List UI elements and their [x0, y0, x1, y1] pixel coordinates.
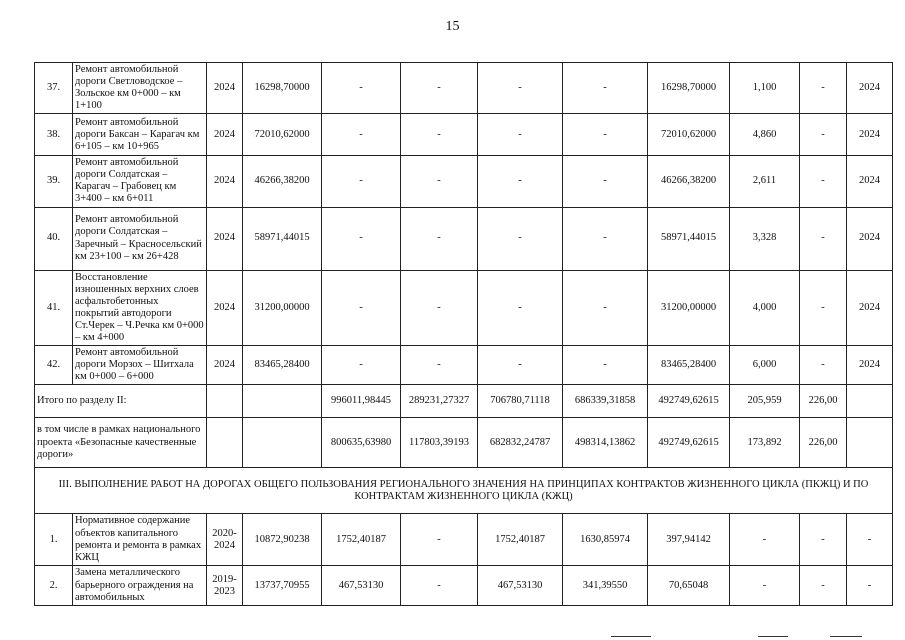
value-cell: 2024 — [847, 270, 893, 345]
row-number: 40. — [35, 207, 73, 270]
total-cost-cell: 72010,62000 — [243, 114, 322, 156]
object-name: Ремонт автомобильной дороги Солдатская – Заречный – Красносельский км 23+100 – км 26+428 — [73, 207, 207, 270]
value-cell: - — [478, 270, 563, 345]
page-number: 15 — [445, 19, 460, 34]
empty-cell — [243, 385, 322, 418]
value-cell: - — [478, 207, 563, 270]
value-cell: - — [563, 156, 648, 207]
value-cell: 492749,62615 — [648, 385, 730, 418]
value-cell: - — [401, 114, 478, 156]
value-cell: - — [401, 514, 478, 566]
national-project-row — [35, 418, 893, 468]
value-cell: - — [800, 345, 847, 384]
value-cell: - — [478, 63, 563, 114]
value-cell: - — [322, 345, 401, 384]
year-cell: 2024 — [207, 156, 243, 207]
total-cost-cell: 13737,70955 — [243, 566, 322, 606]
value-cell: 706780,71118 — [478, 385, 563, 418]
row-number: 2. — [35, 566, 73, 606]
value-cell: - — [800, 63, 847, 114]
value-cell: 46266,38200 — [648, 156, 730, 207]
value-cell: 72010,62000 — [648, 114, 730, 156]
value-cell: - — [800, 207, 847, 270]
object-name: Восстановление изношенных верхних слоев асфальтобетонных покрытий автодороги Ст.Черек – Ч.Речка км 0+000 – км 4+000 — [73, 270, 207, 345]
value-cell: 58971,44015 — [648, 207, 730, 270]
value-cell: 800635,63980 — [322, 418, 401, 468]
value-cell: - — [563, 207, 648, 270]
empty-cell — [243, 418, 322, 468]
value-cell: 1752,40187 — [478, 514, 563, 566]
value-cell: 341,39550 — [563, 566, 648, 606]
value-cell: 686339,31858 — [563, 385, 648, 418]
row-number: 42. — [35, 345, 73, 384]
value-cell: 226,00 — [800, 385, 847, 418]
value-cell: - — [322, 63, 401, 114]
table-row — [35, 345, 893, 384]
value-cell: 4,860 — [730, 114, 800, 156]
national-project-label: в том числе в рамках национального проекта «Безопасные качественные дороги» — [35, 418, 207, 468]
value-cell: - — [322, 270, 401, 345]
row-number: 39. — [35, 156, 73, 207]
value-cell: 2024 — [847, 207, 893, 270]
table-row — [35, 566, 893, 606]
value-cell: - — [800, 514, 847, 566]
table-row — [35, 270, 893, 345]
year-cell: 2024 — [207, 63, 243, 114]
year-cell: 2024 — [207, 207, 243, 270]
value-cell: 2024 — [847, 345, 893, 384]
value-cell: - — [800, 566, 847, 606]
value-cell: 289231,27327 — [401, 385, 478, 418]
object-name: Ремонт автомобильной дороги Морзох – Шитхала км 0+000 – 6+000 — [73, 345, 207, 384]
value-cell: - — [847, 514, 893, 566]
value-cell: 682832,24787 — [478, 418, 563, 468]
value-cell: - — [401, 270, 478, 345]
value-cell: 498314,13862 — [563, 418, 648, 468]
value-cell: 117803,39193 — [401, 418, 478, 468]
footer-rule — [611, 636, 651, 637]
value-cell: 2024 — [847, 63, 893, 114]
object-name: Замена металлического барьерного ограждения на автомобильных — [73, 566, 207, 606]
footer-rule — [830, 636, 862, 637]
value-cell: - — [563, 345, 648, 384]
table-row — [35, 514, 893, 566]
row-number: 37. — [35, 63, 73, 114]
total-label: Итого по разделу II: — [35, 385, 207, 418]
table-row — [35, 114, 893, 156]
value-cell: 492749,62615 — [648, 418, 730, 468]
object-name: Ремонт автомобильной дороги Баксан – Карагач км 6+105 – км 10+965 — [73, 114, 207, 156]
value-cell: - — [401, 345, 478, 384]
value-cell: - — [322, 114, 401, 156]
section-heading-row — [35, 468, 893, 514]
value-cell: - — [322, 156, 401, 207]
table-row — [35, 156, 893, 207]
table-row — [35, 63, 893, 114]
total-cost-cell: 16298,70000 — [243, 63, 322, 114]
value-cell: - — [478, 114, 563, 156]
value-cell: 173,892 — [730, 418, 800, 468]
section-total-row — [35, 385, 893, 418]
table-row — [35, 207, 893, 270]
value-cell: - — [563, 270, 648, 345]
section-heading: III. ВЫПОЛНЕНИЕ РАБОТ НА ДОРОГАХ ОБЩЕГО ПОЛЬЗОВАНИЯ РЕГИОНАЛЬНОГО ЗНАЧЕНИЯ НА ПРИНЦИПАХ КОНТРАКТОВ ЖИЗНЕННОГО ЦИКЛА (ПКЖЦ) И ПО КОНТРАКТАМ ЖИЗНЕННОГО ЦИКЛА (КЖЦ) — [35, 468, 893, 514]
total-cost-cell: 46266,38200 — [243, 156, 322, 207]
value-cell: 4,000 — [730, 270, 800, 345]
value-cell: - — [478, 156, 563, 207]
year-cell: 2024 — [207, 345, 243, 384]
object-name: Ремонт автомобильной дороги Светловодское – Зольское км 0+000 – км 1+100 — [73, 63, 207, 114]
value-cell: - — [401, 566, 478, 606]
row-number: 38. — [35, 114, 73, 156]
row-number: 41. — [35, 270, 73, 345]
value-cell: - — [322, 207, 401, 270]
total-cost-cell: 31200,00000 — [243, 270, 322, 345]
value-cell: - — [730, 514, 800, 566]
value-cell: - — [800, 114, 847, 156]
value-cell: - — [478, 345, 563, 384]
value-cell: 3,328 — [730, 207, 800, 270]
value-cell: 2024 — [847, 156, 893, 207]
value-cell — [847, 418, 893, 468]
value-cell: 397,94142 — [648, 514, 730, 566]
footer-rule — [758, 636, 788, 637]
row-number: 1. — [35, 514, 73, 566]
value-cell: 205,959 — [730, 385, 800, 418]
value-cell: - — [401, 63, 478, 114]
empty-cell — [207, 385, 243, 418]
value-cell: 83465,28400 — [648, 345, 730, 384]
value-cell — [847, 385, 893, 418]
value-cell: - — [800, 270, 847, 345]
year-cell: 2024 — [207, 114, 243, 156]
value-cell: 2024 — [847, 114, 893, 156]
year-cell: 2019-2023 — [207, 566, 243, 606]
total-cost-cell: 10872,90238 — [243, 514, 322, 566]
object-name: Нормативное содержание объектов капитального ремонта и ремонта в рамках КЖЦ — [73, 514, 207, 566]
object-name: Ремонт автомобильной дороги Солдатская – Карагач – Грабовец км 3+400 – км 6+011 — [73, 156, 207, 207]
value-cell: 1630,85974 — [563, 514, 648, 566]
value-cell: - — [730, 566, 800, 606]
value-cell: 70,65048 — [648, 566, 730, 606]
value-cell: - — [563, 114, 648, 156]
total-cost-cell: 58971,44015 — [243, 207, 322, 270]
value-cell: 31200,00000 — [648, 270, 730, 345]
value-cell: 1,100 — [730, 63, 800, 114]
year-cell: 2020-2024 — [207, 514, 243, 566]
value-cell: 996011,98445 — [322, 385, 401, 418]
program-table — [34, 62, 893, 606]
value-cell: 6,000 — [730, 345, 800, 384]
value-cell: - — [563, 63, 648, 114]
value-cell: 2,611 — [730, 156, 800, 207]
value-cell: - — [800, 156, 847, 207]
total-cost-cell: 83465,28400 — [243, 345, 322, 384]
empty-cell — [207, 418, 243, 468]
year-cell: 2024 — [207, 270, 243, 345]
value-cell: 467,53130 — [322, 566, 401, 606]
value-cell: - — [401, 207, 478, 270]
value-cell: 1752,40187 — [322, 514, 401, 566]
value-cell: - — [401, 156, 478, 207]
value-cell: 16298,70000 — [648, 63, 730, 114]
value-cell: 467,53130 — [478, 566, 563, 606]
value-cell: - — [847, 566, 893, 606]
value-cell: 226,00 — [800, 418, 847, 468]
